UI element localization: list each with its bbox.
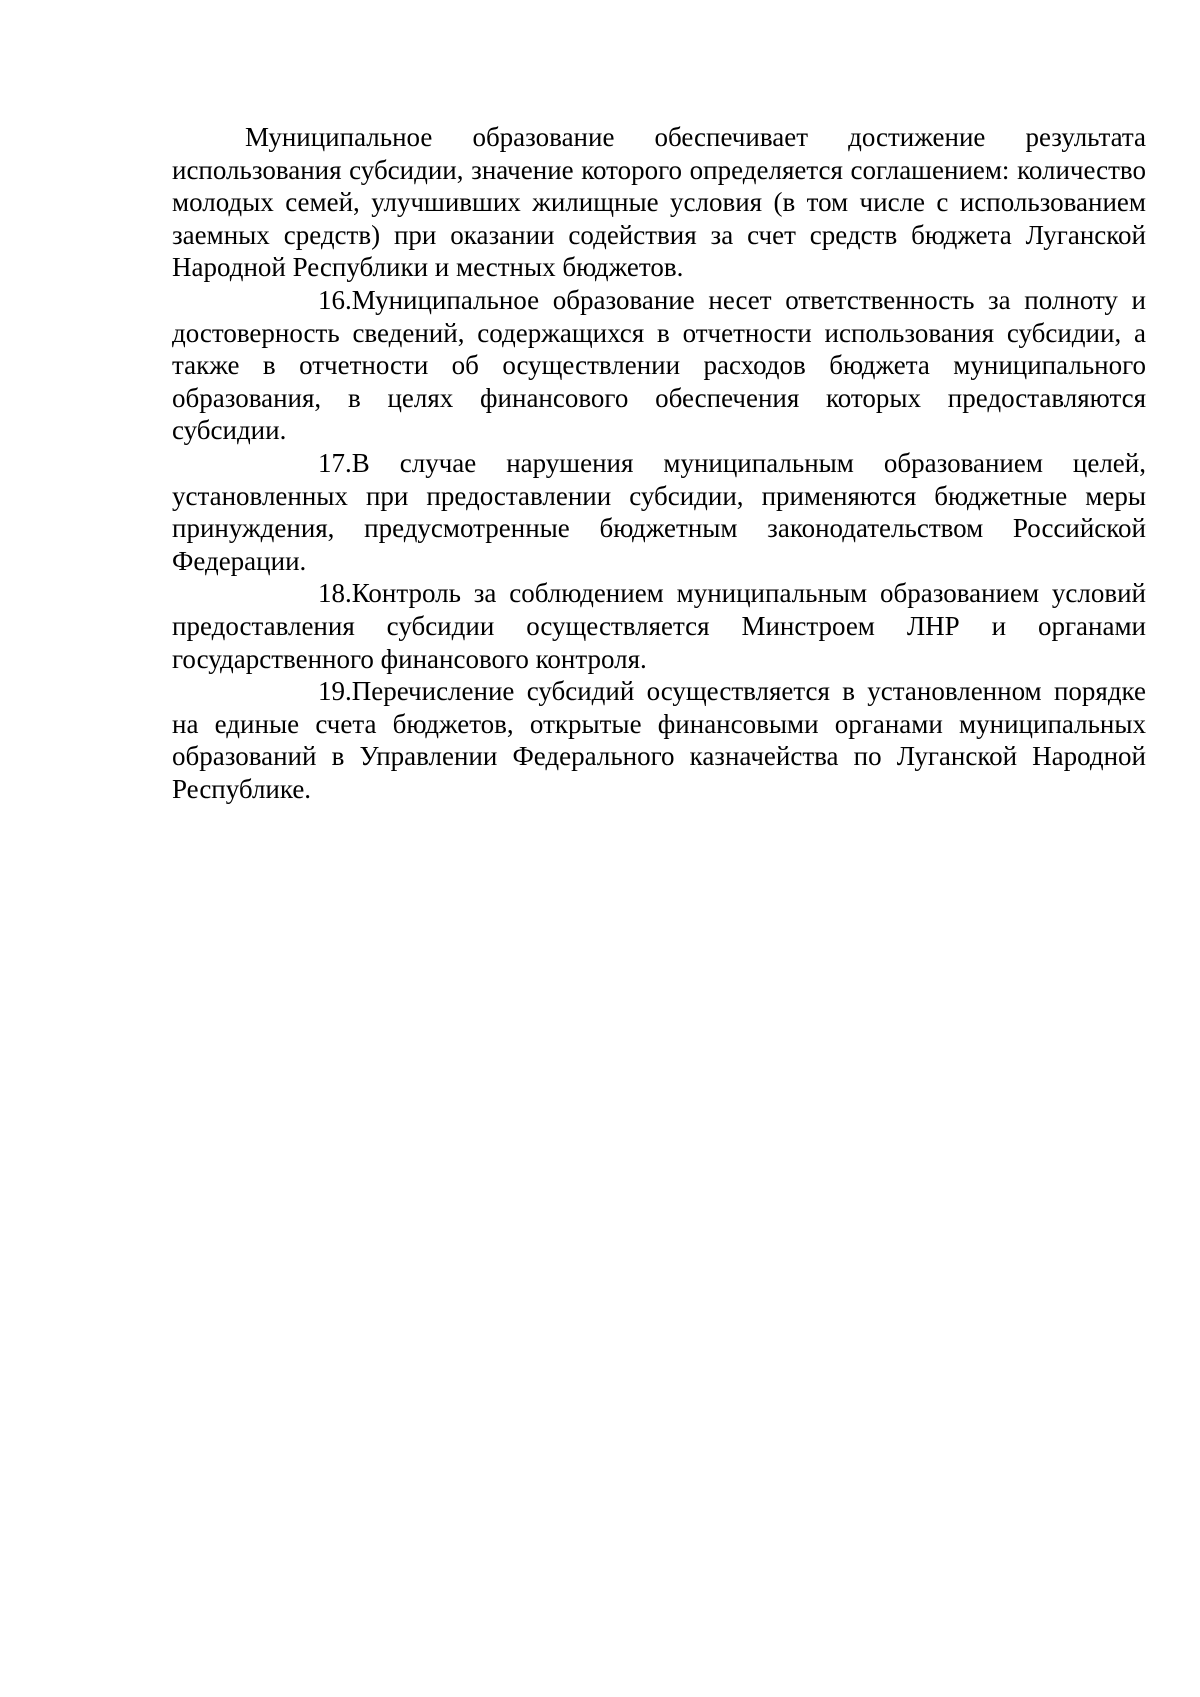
paragraph-text: В случае нарушения муниципальным образованием целей, установленных при предоставлении субсидии, применяются бюджетные меры принуждения, предусмотренные бюджетным законодательством Российской Федерации. (172, 447, 1146, 576)
paragraph-18 (172, 577, 1146, 675)
paragraph-result-continuation (172, 121, 1146, 284)
paragraph-text: Контроль за соблюдением муниципальным образованием условий предоставления субсидии осуществляется Минстроем ЛНР и органами государственного финансового контроля. (172, 578, 1146, 674)
paragraph-text: Муниципальное образование несет ответственность за полноту и достоверность сведений, содержащихся в отчетности использования субсидии, а также в отчетности об осуществлении расходов бюджета муниципального образования, в целях финансового обеспечения которых предоставляются субсидии. (172, 284, 1146, 446)
paragraph-text: Перечисление субсидий осуществляется в установленном порядке на единые счета бюджетов, открытые финансовыми органами муниципальных образований в Управлении Федерального казначейства по Луганской Народной Республике. (172, 676, 1146, 804)
paragraph-19 (172, 675, 1146, 805)
document-body (172, 121, 1146, 805)
paragraph-17 (172, 447, 1146, 577)
paragraph-number: 19. (318, 676, 352, 707)
paragraph-number: 17. (318, 447, 352, 478)
paragraph-number: 16. (318, 284, 352, 315)
paragraph-number: 18. (318, 578, 352, 609)
paragraph-text: Муниципальное образование обеспечивает достижение результата использования субсидии, значение которого определяется соглашением: количество молодых семей, улучшивших жилищные условия (в том числе с использованием заемных средств) при оказании содействия за счет средств бюджета Луганской Народной Республики и местных бюджетов. (172, 122, 1146, 283)
paragraph-16 (172, 284, 1146, 447)
